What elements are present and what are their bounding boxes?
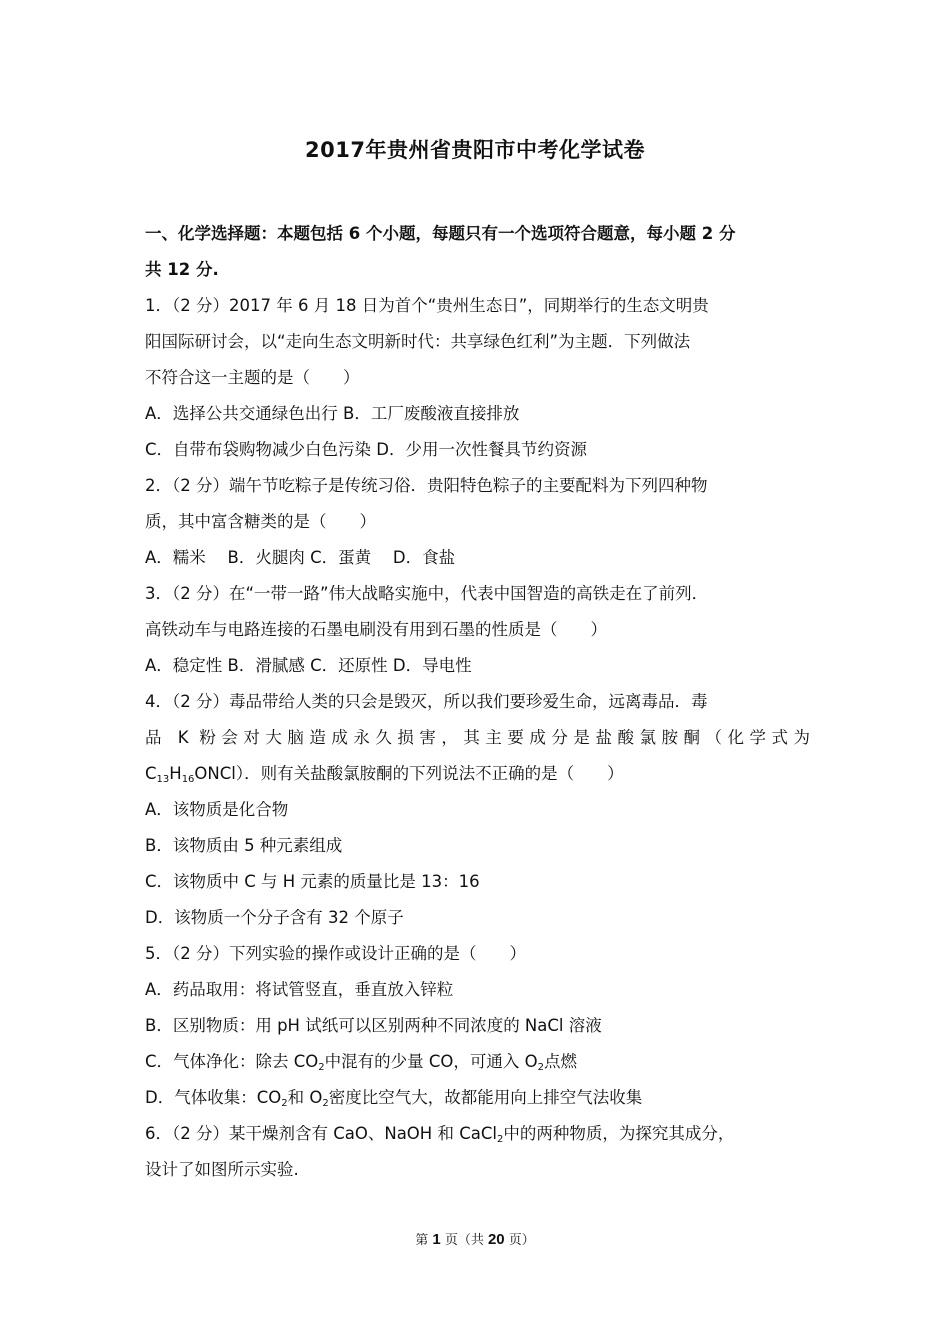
q5-option-a: A．药品取用：将试管竖直，垂直放入锌粒	[145, 980, 454, 999]
q1-line-2: 阳国际研讨会，以“走向生态文明新时代：共享绿色红利”为主题．下列做法	[145, 332, 691, 351]
q2-options: A．糯米 B．火腿肉 C．蛋黄 D．食盐	[145, 548, 456, 567]
footer-page-number: 1	[432, 1231, 441, 1248]
q5-c-sub-2: 2	[537, 1062, 545, 1073]
footer-total-pages: 20	[487, 1231, 505, 1248]
footer-mid: 页（共	[440, 1233, 488, 1248]
q5-d-pre: D．气体收集：CO	[145, 1088, 282, 1107]
formula-rest: ONCl	[194, 764, 236, 783]
q2-line-1: 2．（2 分）端午节吃粽子是传统习俗．贵阳特色粽子的主要配料为下列四种物	[145, 476, 708, 495]
q4-option-b: B．该物质由 5 种元素组成	[145, 836, 343, 855]
exam-content	[145, 220, 810, 1192]
q6-line-1	[145, 1120, 810, 1156]
q3-options: A．稳定性 B．滑腻感 C．还原性 D．导电性	[145, 656, 472, 675]
q2-line-2: 质，其中富含糖类的是（ ）	[145, 512, 376, 531]
page-title: 2017年贵州省贵阳市中考化学试卷	[305, 138, 645, 162]
q5-option-d	[145, 1084, 810, 1120]
q1-line-1: 1．（2 分）2017 年 6 月 18 日为首个“贵州生态日”，同期举行的生态文明贵	[145, 296, 709, 315]
page-footer	[0, 1229, 950, 1248]
section-heading-line-1: 一、化学选择题：本题包括 6 个小题，每题只有一个选项符合题意，每小题 2 分	[145, 224, 736, 243]
section-heading-line-2: 共 12 分.	[145, 260, 219, 279]
q5-c-post: 点燃	[544, 1052, 578, 1071]
q3-line-1: 3．（2 分）在“一带一路”伟大战略实施中，代表中国智造的高铁走在了前列．	[145, 584, 709, 603]
q4-option-d: D．该物质一个分子含有 32 个原子	[145, 908, 404, 927]
q4-option-c: C．该物质中 C 与 H 元素的质量比是 13：16	[145, 872, 480, 891]
q5-c-pre: C．气体净化：除去 CO	[145, 1052, 319, 1071]
q6-line-2: 设计了如图所示实验.	[145, 1160, 299, 1179]
q5-line-1: 5．（2 分）下列实验的操作或设计正确的是（ ）	[145, 944, 526, 963]
q1-options-cd: C．自带布袋购物减少白色污染 D．少用一次性餐具节约资源	[145, 440, 587, 459]
formula-c-subscript: 13	[156, 774, 170, 785]
q6-line-1-pre: 6．（2 分）某干燥剂含有 CaO、NaOH 和 CaCl	[145, 1124, 497, 1143]
q5-option-b: B．区别物质：用 pH 试纸可以区别两种不同浓度的 NaCl 溶液	[145, 1016, 602, 1035]
formula-h-subscript: 16	[181, 774, 195, 785]
q6-line-1-post: 中的两种物质，为探究其成分，	[503, 1124, 735, 1143]
q5-d-sub-2: 2	[322, 1098, 329, 1109]
q3-line-2: 高铁动车与电路连接的石墨电刷没有用到石墨的性质是（ ）	[145, 620, 607, 639]
q4-line-2: 品 K 粉会对大脑造成永久损害，其主要成分是盐酸氯胺酮（化学式为	[145, 728, 810, 747]
q5-d-mid: 和 O	[287, 1088, 323, 1107]
q4-line-1: 4．（2 分）毒品带给人类的只会是毁灭，所以我们要珍爱生命，远离毒品．毒	[145, 692, 708, 711]
q5-c-sub-1: 2	[318, 1062, 325, 1073]
q1-options-ab: A．选择公共交通绿色出行 B．工厂废酸液直接排放	[145, 404, 520, 423]
q1-line-3: 不符合这一主题的是（ ）	[145, 368, 360, 387]
q4-line-3	[145, 760, 810, 796]
footer-pre: 第	[415, 1233, 433, 1248]
q5-d-sub-1: 2	[281, 1098, 288, 1109]
q6-line-1-sub: 2	[496, 1134, 504, 1145]
q5-c-mid: 中混有的少量 CO，可通入 O	[324, 1052, 538, 1071]
formula-h: H	[169, 764, 182, 783]
footer-post: 页）	[504, 1233, 535, 1248]
q4-line-3-tail: ）．则有关盐酸氯胺酮的下列说法不正确的是（ ）	[235, 764, 624, 783]
q4-option-a: A．该物质是化合物	[145, 800, 289, 819]
q5-d-post: 密度比空气大，故都能用向上排空气法收集	[328, 1088, 643, 1107]
formula-c: C	[145, 764, 157, 783]
q5-option-c	[145, 1048, 810, 1084]
